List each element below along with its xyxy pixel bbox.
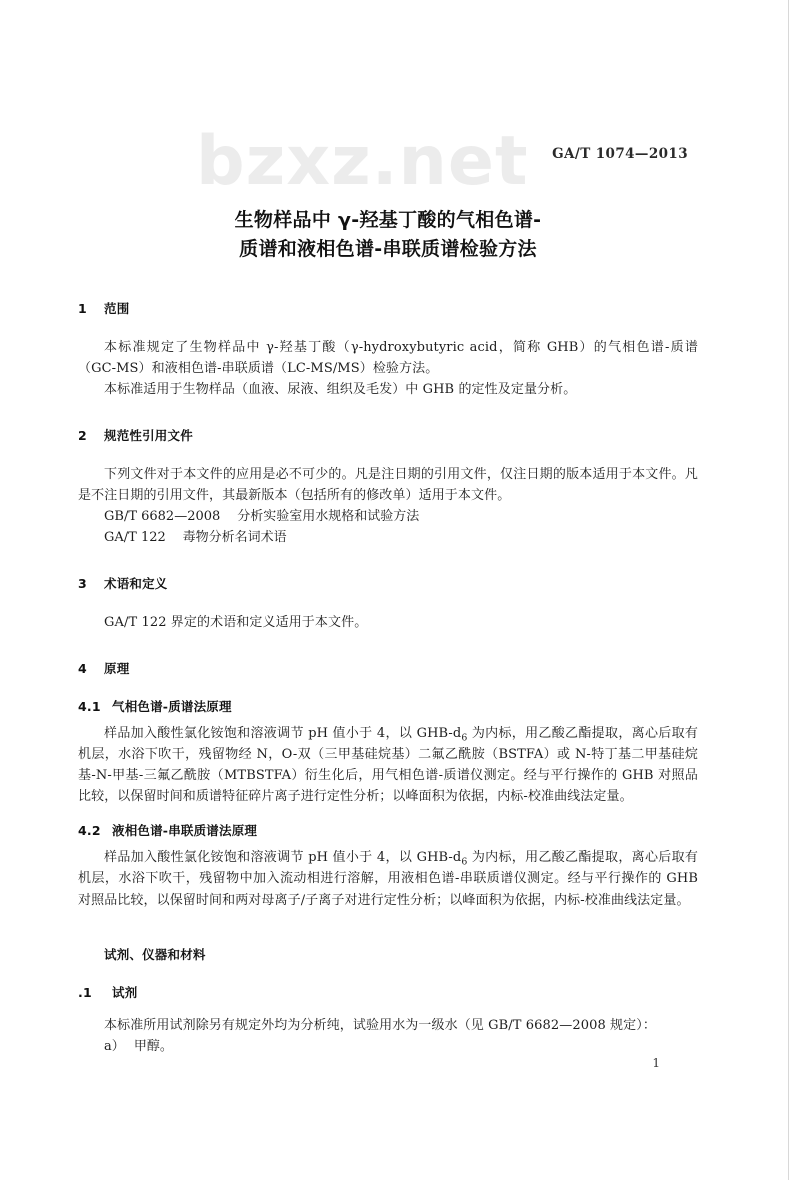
- page-title-line-1: 生物样品中 γ-羟基丁酸的气相色谱-: [234, 209, 542, 231]
- reagents-paragraph-1: 本标准所用试剂除另有规定外均为分析纯，试验用水为一级水（见 GB/T 6682—2008 规定）：: [104, 1017, 656, 1033]
- list-marker-a: a）: [104, 1038, 125, 1054]
- page-title-line-2: 质谱和液相色谱-串联质谱检验方法: [239, 238, 537, 261]
- section-heading-terms: [78, 574, 698, 592]
- section-number-3: 3: [78, 576, 87, 592]
- subsection-title-4-1: 气相色谱-质谱法原理: [112, 699, 232, 715]
- reference-title-gat122: 毒物分析名词术语: [182, 530, 287, 546]
- subsection-heading-5-1: [78, 983, 698, 1001]
- section-title-1: 范围: [104, 300, 130, 316]
- scan-edge-line: [788, 0, 789, 1180]
- principle-lcmsms-paragraph: [78, 847, 698, 910]
- section-number-1: 1: [78, 300, 87, 316]
- page-title: [78, 200, 698, 265]
- section-number-2: 2: [78, 428, 87, 444]
- reference-title-gbt6682: 分析实验室用水规格和试验方法: [237, 509, 420, 525]
- list-text-a: 甲醇。: [133, 1038, 173, 1054]
- principle-lcmsms-subscript: 6: [461, 857, 468, 869]
- subsection-title-5-1: 试剂: [112, 984, 138, 1000]
- watermark-bzxz: bzxz.net: [196, 122, 529, 201]
- subsection-heading-4-1: [78, 697, 698, 715]
- principle-gcms-text-b: 为内标，用乙酸乙酯提取，离心后取有机层，水浴下吹干，残留物经 N，O-双（三甲基硅烷基）二氟乙酰胺（BSTFA）或 N-特丁基二甲基硅烷基-N-甲基-三氟乙酰胺（MTBSTFA）衍生化后，用气相色谱-质谱仪测定。经与平行操作的 GHB 对照品比较，以保留时间和质谱特征碎片离子进行定性分析；以峰面积为依据，内标-校准曲线法定量。: [78, 726, 699, 805]
- normative-references-paragraph-1: 下列文件对于本文件的应用是必不可少的。凡是注日期的引用文件，仅注日期的版本适用于本文件。凡是不注日期的引用文件，其最新版本（包括所有的修改单）适用于本文件。: [78, 467, 698, 504]
- reference-code-gbt6682: GB/T 6682—2008: [104, 509, 221, 525]
- section-title-3: 术语和定义: [104, 576, 168, 592]
- subsection-heading-4-2: [78, 821, 698, 839]
- principle-lcmsms-text-a: 样品加入酸性氯化铵饱和溶液调节 pH 值小于 4，以 GHB-d: [104, 850, 462, 866]
- subsection-number-4-1: 4.1: [78, 699, 101, 715]
- principle-gcms-paragraph: [78, 723, 698, 807]
- section-title-2: 规范性引用文件: [104, 428, 193, 444]
- document-content: [78, 200, 698, 1057]
- section-heading-reagents: [78, 945, 698, 963]
- reference-code-gat122: GA/T 122: [104, 530, 166, 546]
- list-item-reagent-a: [78, 1036, 698, 1057]
- reference-entry-gat122: [78, 527, 698, 548]
- section-title-4: 原理: [104, 661, 130, 677]
- terms-paragraph-1: GA/T 122 界定的术语和定义适用于本文件。: [104, 615, 368, 631]
- section-number-4: 4: [78, 661, 87, 677]
- subsection-title-4-2: 液相色谱-串联质谱法原理: [112, 823, 258, 839]
- principle-gcms-subscript: 6: [461, 732, 468, 744]
- reference-entry-gbt6682: [78, 506, 698, 527]
- section-heading-scope: [78, 299, 698, 317]
- section-heading-normative-references: [78, 426, 698, 444]
- subsection-number-4-2: 4.2: [78, 823, 101, 839]
- subsection-number-5-1: .1: [78, 984, 92, 1000]
- section-heading-principle: [78, 659, 698, 677]
- principle-lcmsms-text-b: 为内标，用乙酸乙酯提取，离心后取有机层，水浴下吹干，残留物中加入流动相进行溶解，用液相色谱-串联质谱仪测定。经与平行操作的 GHB 对照品比较，以保留时间和两对母离子/子离子对进行定性分析；以峰面积为依据，内标-校准曲线法定量。: [78, 850, 699, 908]
- standard-number-header: GA/T 1074—2013: [552, 146, 688, 162]
- scope-paragraph-2: 本标准适用于生物样品（血液、尿液、组织及毛发）中 GHB 的定性及定量分析。: [104, 381, 577, 397]
- section-title-5: 试剂、仪器和材料: [104, 946, 206, 962]
- principle-gcms-text-a: 样品加入酸性氯化铵饱和溶液调节 pH 值小于 4，以 GHB-d: [104, 726, 462, 742]
- page-number: 1: [652, 1056, 660, 1070]
- scope-paragraph-1: 本标准规定了生物样品中 γ-羟基丁酸（γ-hydroxybutyric acid，简称 GHB）的气相色谱-质谱（GC-MS）和液相色谱-串联质谱（LC-MS/MS）检验方法。: [78, 339, 698, 376]
